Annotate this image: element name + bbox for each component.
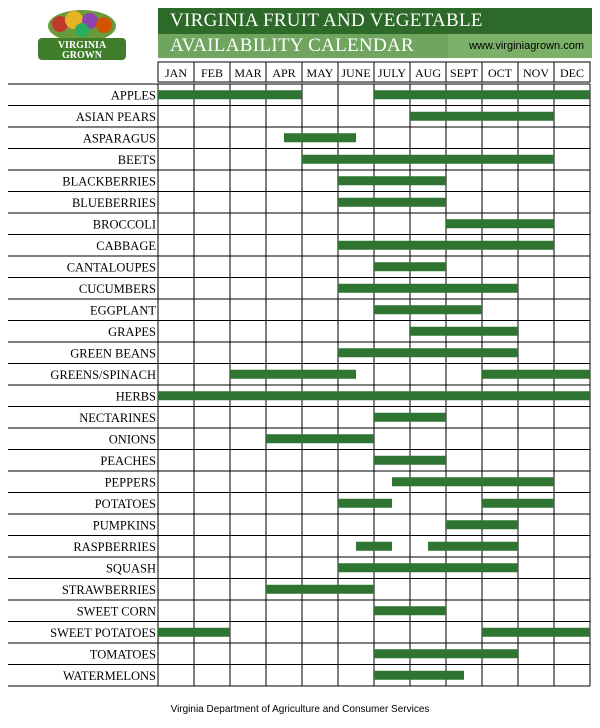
availability-bar <box>374 649 518 658</box>
produce-label: STRAWBERRIES <box>61 583 156 597</box>
month-label: APR <box>272 66 296 80</box>
availability-bar <box>338 241 554 250</box>
produce-label: ASIAN PEARS <box>75 110 156 124</box>
title-line-2: AVAILABILITY CALENDAR <box>158 34 448 58</box>
produce-label: ONIONS <box>108 432 156 447</box>
month-label: OCT <box>488 66 512 80</box>
produce-label: RASPBERRIES <box>73 540 156 554</box>
month-label: FEB <box>200 66 224 80</box>
produce-label: BROCCOLI <box>92 217 156 232</box>
produce-label: SWEET POTATOES <box>50 626 156 640</box>
availability-bar <box>446 520 518 529</box>
produce-label: BLUEBERRIES <box>71 196 156 210</box>
produce-label: SQUASH <box>105 561 156 576</box>
produce-label: PEPPERS <box>104 475 156 490</box>
availability-bar <box>158 90 302 99</box>
produce-label: SWEET CORN <box>76 604 156 619</box>
produce-label: CABBAGE <box>96 239 156 253</box>
footer-credit: Virginia Department of Agriculture and Consumer Services <box>170 704 430 715</box>
produce-label: APPLES <box>110 88 156 103</box>
month-label: SEPT <box>449 66 479 80</box>
availability-bar <box>302 155 554 164</box>
produce-label: GREENS/SPINACH <box>50 368 156 382</box>
produce-label: POTATOES <box>94 497 156 511</box>
availability-bar <box>284 133 356 142</box>
produce-label: BEETS <box>117 153 156 167</box>
title-line-1: VIRGINIA FRUIT AND VEGETABLE <box>158 8 592 34</box>
month-label: AUG <box>415 66 441 80</box>
produce-label: CANTALOUPES <box>66 260 156 275</box>
availability-bar <box>374 90 590 99</box>
month-label: MAY <box>306 66 334 80</box>
produce-label: CUCUMBERS <box>78 282 156 296</box>
produce-label: EGGPLANT <box>90 303 156 318</box>
month-label: JULY <box>377 66 407 80</box>
availability-bar <box>446 219 554 228</box>
availability-bar <box>374 413 446 422</box>
availability-bar <box>158 391 590 400</box>
availability-bar <box>338 348 518 357</box>
availability-bar <box>482 499 554 508</box>
availability-bar <box>410 112 554 121</box>
produce-label: HERBS <box>115 389 156 404</box>
month-label: MAR <box>234 66 262 80</box>
availability-bar <box>158 628 230 637</box>
availability-bar <box>374 456 446 465</box>
month-label: JUNE <box>341 66 371 80</box>
availability-bar <box>392 477 554 486</box>
produce-label: GREEN BEANS <box>70 346 156 361</box>
availability-bar <box>428 542 518 551</box>
availability-bar <box>338 563 518 572</box>
availability-bar <box>338 499 392 508</box>
availability-bar <box>230 370 356 379</box>
availability-bar <box>338 284 518 293</box>
produce-label: NECTARINES <box>79 411 156 425</box>
produce-label: WATERMELONS <box>62 669 156 683</box>
produce-label: PEACHES <box>100 454 156 468</box>
produce-label: PUMPKINS <box>92 518 156 533</box>
availability-bar <box>266 585 374 594</box>
availability-bar <box>356 542 392 551</box>
availability-bar <box>374 606 446 615</box>
availability-bar <box>338 176 446 185</box>
availability-bar <box>338 198 446 207</box>
produce-label: ASPARAGUS <box>82 131 156 146</box>
produce-label: GRAPES <box>108 325 156 339</box>
availability-bar <box>410 327 518 336</box>
availability-bar <box>482 628 590 637</box>
availability-bar <box>482 370 590 379</box>
logo-text-grown: GROWN <box>62 50 102 61</box>
month-label: JAN <box>164 66 188 80</box>
logo-text-virginia: VIRGINIA <box>57 40 107 51</box>
month-label: DEC <box>560 66 584 80</box>
availability-bar <box>266 434 374 443</box>
availability-bar <box>374 262 446 271</box>
produce-label: TOMATOES <box>89 647 156 662</box>
availability-bar <box>374 305 482 314</box>
produce-label: BLACKBERRIES <box>62 174 156 189</box>
availability-bar <box>374 671 464 680</box>
website-url[interactable]: www.virginiagrown.com <box>469 40 584 52</box>
month-label: NOV <box>523 66 549 80</box>
